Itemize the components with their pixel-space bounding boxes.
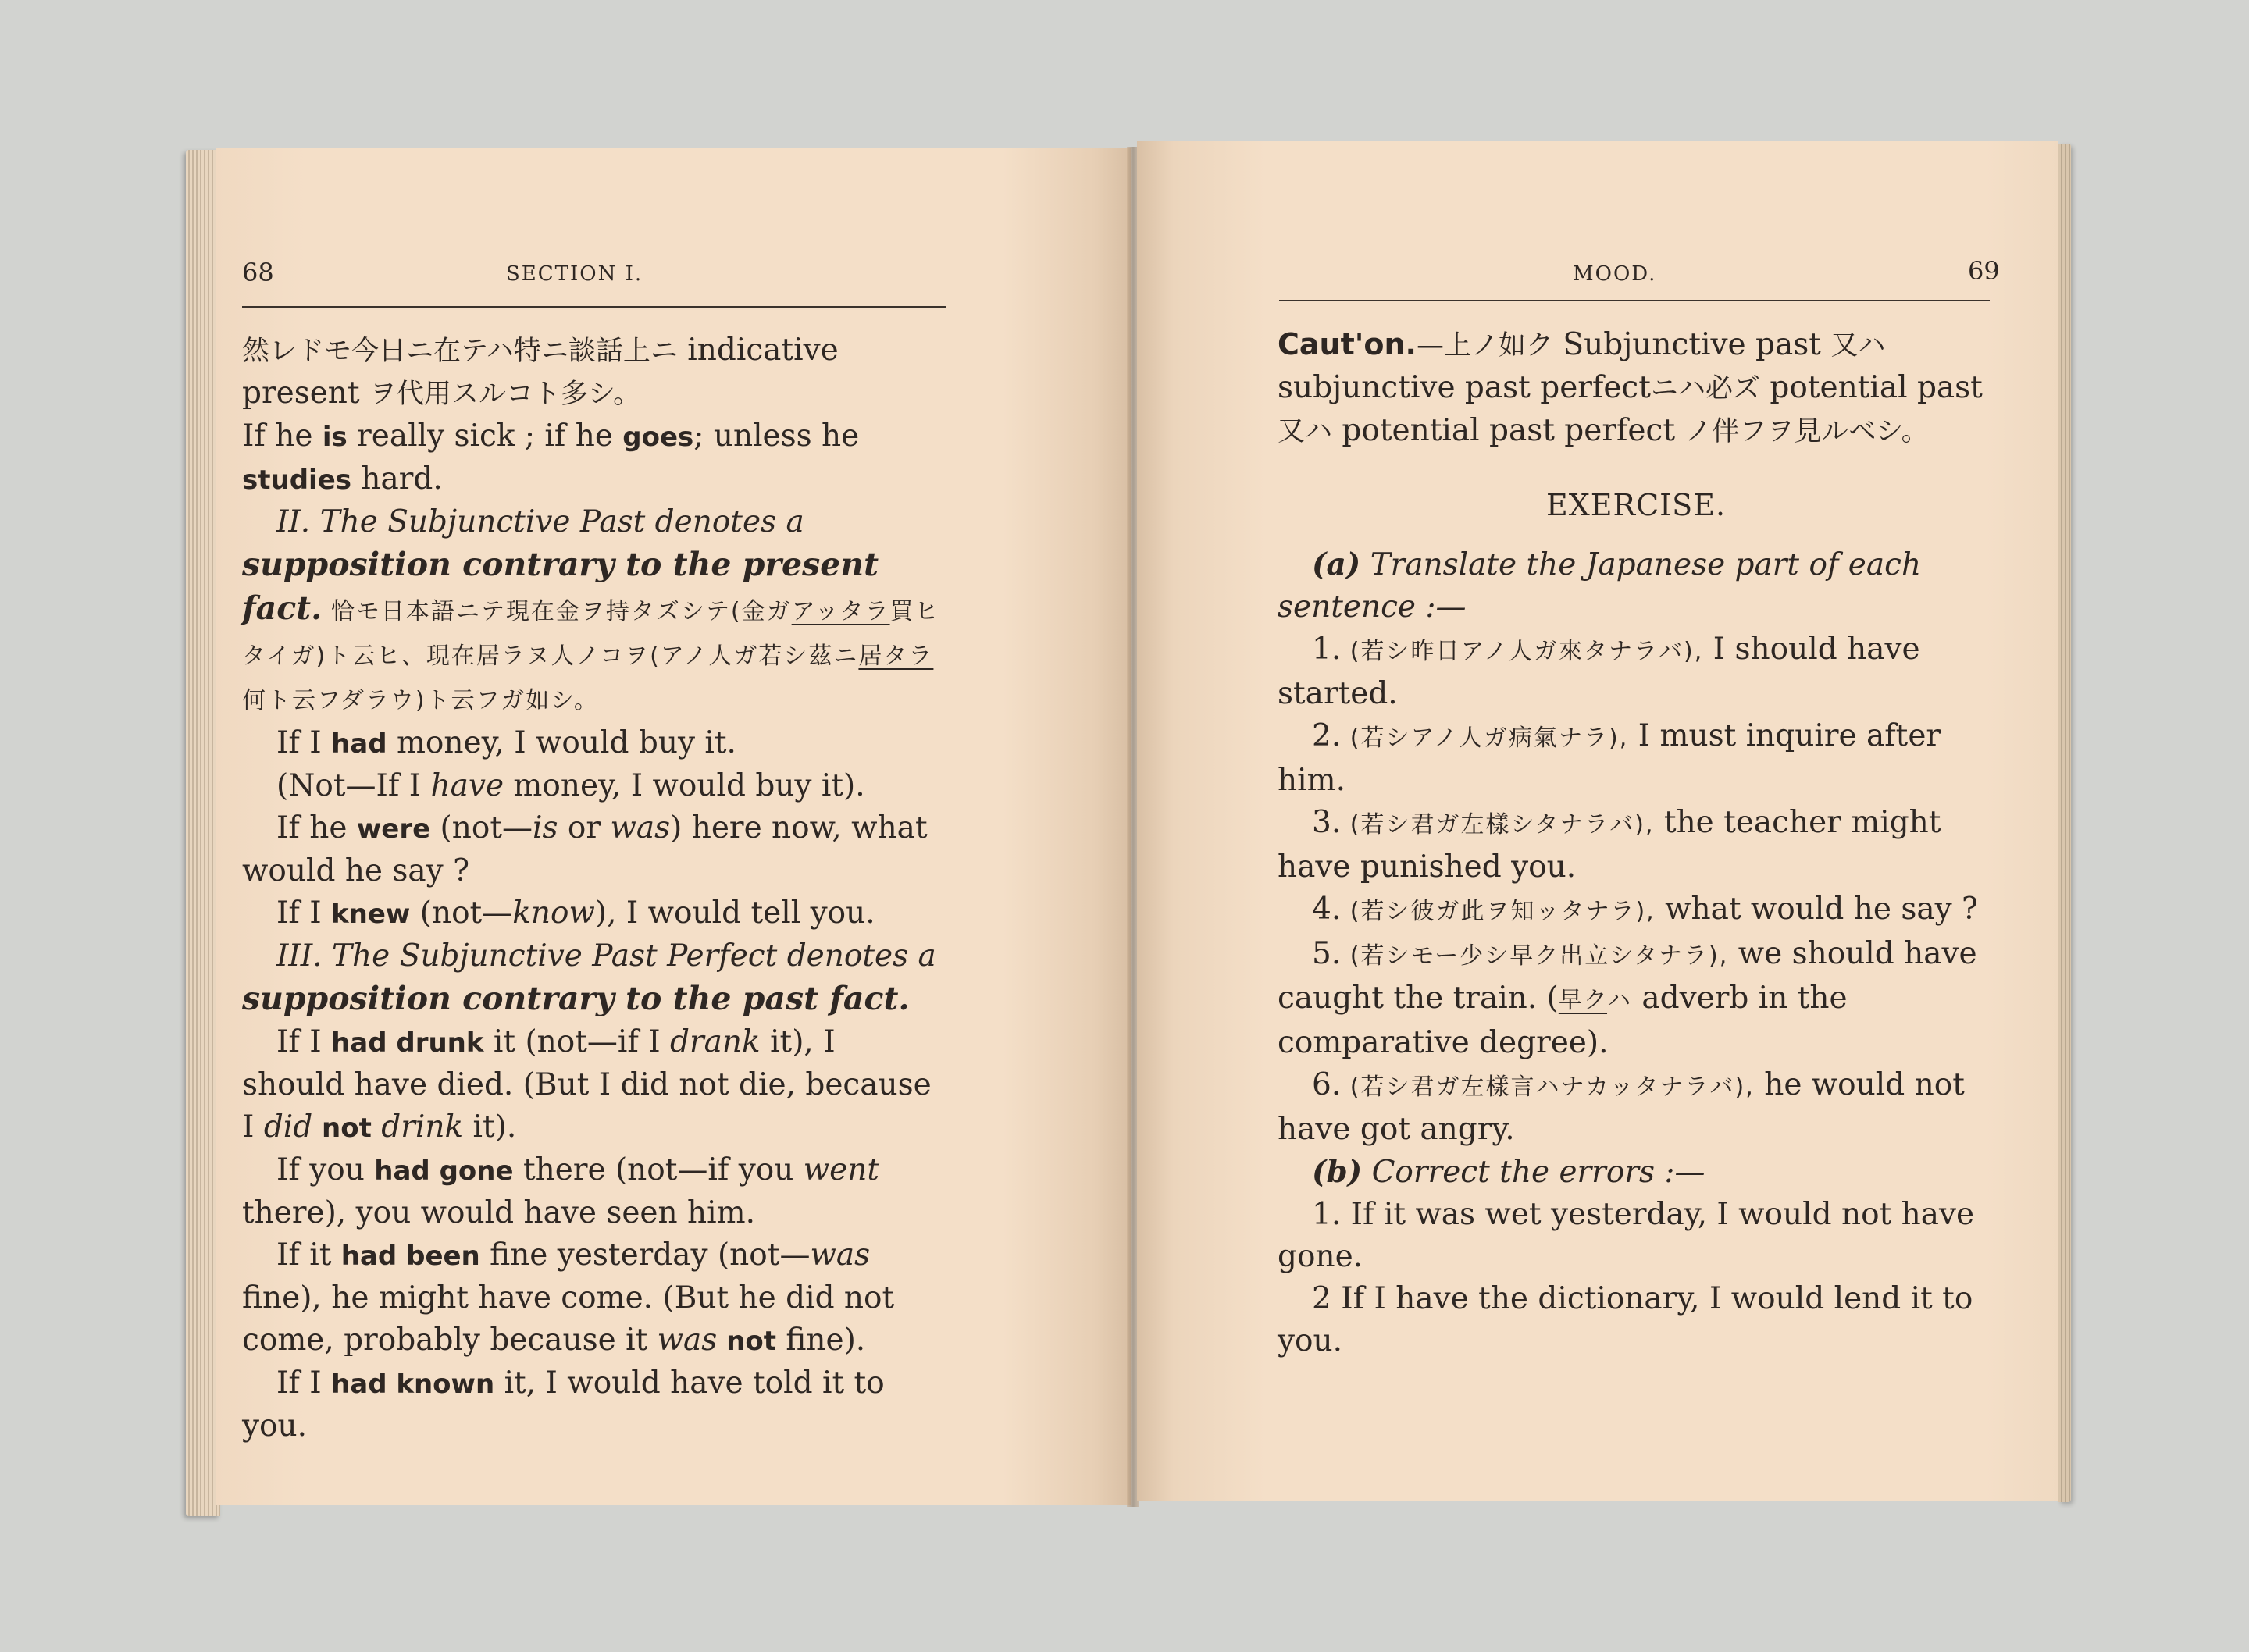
exercise-item-a1	[1278, 628, 1994, 715]
text-run: If you	[276, 1152, 375, 1187]
part-a-instruction	[1278, 543, 1994, 628]
text-run: 2.	[1312, 718, 1342, 753]
paragraph-examples-present	[242, 415, 945, 501]
exercise-heading: EXERCISE.	[1545, 488, 1727, 522]
text-run: adverb in the comparative degree).	[1278, 981, 1848, 1060]
text-run: 2	[1312, 1281, 1331, 1316]
text-run: potential past	[1759, 370, 1983, 405]
example-were-here	[242, 807, 945, 892]
right-page-number: 69	[1968, 256, 2000, 286]
text-run: —上ノ如ク	[1416, 330, 1553, 361]
text-run: potential past perfect	[1332, 413, 1685, 448]
text-run: I must inquire after him.	[1278, 718, 1941, 798]
text-run: (not—	[410, 895, 513, 931]
text-run: (若シ君ガ左樣シタナラバ),	[1341, 811, 1655, 838]
text-run: 居タラ	[858, 643, 934, 670]
text-run: 何ト云フダラウ)ト云フガ如シ。	[242, 687, 599, 714]
text-run: (若シモー少シ早ク出立シタナラ),	[1341, 942, 1729, 970]
text-run: Correct the errors :—	[1362, 1155, 1705, 1190]
text-run: ニハ必ズ	[1650, 373, 1760, 404]
left-page	[216, 148, 1131, 1505]
text-run: 又ハ	[1278, 416, 1333, 447]
text-run: subjunctive past perfect	[1278, 370, 1651, 405]
text-run: it, I would have told it to you.	[242, 1365, 885, 1444]
text-run: he would not have got angry.	[1278, 1067, 1965, 1147]
text-run: If I	[276, 1365, 332, 1401]
example-had-gone	[242, 1149, 945, 1234]
text-run: Subjunctive past	[1553, 327, 1831, 362]
exercise-item-b1	[1278, 1194, 1994, 1278]
paragraph-indicative	[242, 329, 945, 415]
example-had-been	[242, 1234, 945, 1362]
text-run: there), you would have seen him.	[242, 1195, 755, 1230]
text-run: I should have started.	[1278, 632, 1920, 711]
text-run: If I	[276, 725, 332, 760]
text-run: If I	[276, 895, 332, 931]
text-run: 6.	[1312, 1067, 1342, 1102]
text-run: ; unless he	[693, 418, 860, 454]
text-run: If it was wet yesterday, I would not have gone.	[1278, 1197, 1975, 1274]
text-run: (b)	[1312, 1154, 1363, 1190]
open-book	[186, 139, 2071, 1526]
text-run: If it	[276, 1237, 341, 1273]
text-run: (若シ昨日アノ人ガ來タナラバ),	[1341, 638, 1704, 665]
text-run: (若シ彼ガ此ヲ知ッタナラ),	[1341, 898, 1656, 925]
text-run: ノ伴フヲ見ルベシ。	[1684, 416, 1929, 447]
text-run: it).	[463, 1109, 517, 1145]
text-run: 4.	[1312, 892, 1342, 927]
text-run: not	[717, 1326, 776, 1357]
text-run: knew	[331, 899, 411, 930]
rule-subjunctive-past-perfect	[242, 935, 945, 1021]
exercise-item-b2	[1278, 1278, 1994, 1362]
caution-paragraph	[1278, 323, 1994, 453]
left-page-body	[242, 329, 945, 1447]
text-run: fine yesterday (not—	[479, 1237, 811, 1273]
text-run: money, I would buy it.	[387, 725, 736, 760]
left-running-head: SECTION I.	[506, 262, 643, 286]
text-run: drink	[371, 1109, 464, 1145]
text-run: money, I would buy it).	[504, 768, 865, 803]
text-run: indicative	[677, 333, 839, 368]
text-run: (Not—If I	[276, 768, 431, 803]
text-run: ) here now, what would he say ?	[242, 810, 928, 888]
text-run: had	[331, 728, 387, 760]
text-run: (a)	[1312, 547, 1361, 582]
text-run: 買ヒタイガ)ト云ヒ、現在居ラヌ人ノコヲ(アノ人ガ若シ茲ニ	[242, 598, 940, 670]
text-run: went	[803, 1152, 880, 1187]
text-run: was	[657, 1323, 718, 1358]
text-run: were	[356, 814, 431, 845]
part-b-instruction	[1278, 1151, 1994, 1194]
text-run: we should have caught the train. (	[1278, 936, 1977, 1016]
text-run: know	[512, 895, 595, 931]
right-running-head: MOOD.	[1573, 262, 1657, 286]
text-run: 1.	[1312, 632, 1342, 667]
text-run: アッタラ	[791, 598, 890, 625]
text-run: goes	[622, 422, 694, 453]
text-run: If I	[276, 1024, 332, 1059]
text-run: had known	[331, 1369, 495, 1400]
exercise-item-a3	[1278, 802, 1994, 888]
text-run: studies	[242, 465, 351, 496]
text-run: is	[533, 810, 558, 846]
example-knew	[242, 892, 945, 935]
text-run: II. The Subjunctive Past denotes a	[276, 504, 804, 539]
right-page-edges	[2058, 144, 2071, 1502]
example-not-have-money	[242, 765, 945, 807]
text-run: not	[312, 1113, 372, 1144]
text-run: it (not—if I	[483, 1024, 671, 1059]
text-run: had drunk	[331, 1027, 484, 1059]
text-run: drank	[670, 1024, 761, 1059]
right-page	[1137, 141, 2058, 1501]
text-run: have	[430, 768, 504, 803]
text-run: did	[263, 1109, 313, 1145]
text-run: 5.	[1312, 936, 1342, 971]
text-run: If he	[276, 810, 357, 846]
text-run: (not—	[430, 810, 533, 846]
text-run: there (not—if you	[513, 1152, 804, 1187]
text-run: supposition contrary to the present fact.	[242, 546, 879, 627]
exercise-item-a4	[1278, 888, 1994, 933]
text-run: 然レドモ今日ニ在テハ特ニ談話上ニ	[242, 336, 678, 367]
right-page-body	[1278, 323, 1994, 1362]
text-run: 3.	[1312, 805, 1342, 840]
text-run: what would he say ?	[1655, 892, 1978, 927]
text-run: supposition contrary to the past fact.	[242, 980, 910, 1017]
text-run: fine).	[775, 1323, 866, 1358]
text-run: ハ	[1607, 987, 1633, 1014]
text-run: 又ハ	[1830, 330, 1886, 361]
example-had-drunk	[242, 1021, 945, 1149]
text-run: 早ク	[1558, 987, 1608, 1014]
text-run: had gone	[374, 1155, 514, 1187]
text-run: really sick ; if he	[347, 418, 623, 454]
text-run: Translate the Japanese part of each sentence :—	[1278, 547, 1922, 625]
text-run: III. The Subjunctive Past Perfect denotes a	[276, 938, 936, 974]
text-run: or	[558, 810, 611, 846]
left-page-number: 68	[242, 258, 274, 287]
text-run: was	[610, 810, 671, 846]
exercise-item-a6	[1278, 1064, 1994, 1151]
text-run: present	[242, 376, 369, 411]
text-run: 恰モ日本語ニテ現在金ヲ持タズシテ(金ガ	[322, 598, 792, 625]
text-run: ), I would tell you.	[594, 895, 875, 931]
text-run: 1.	[1312, 1197, 1342, 1232]
text-run: is	[322, 422, 348, 453]
text-run: hard.	[351, 461, 443, 497]
example-had-money	[242, 722, 945, 765]
text-run: Caut'on.	[1278, 327, 1417, 361]
text-run: (若シ君ガ左樣言ハナカッタナラバ),	[1341, 1073, 1755, 1101]
exercise-item-a2	[1278, 715, 1994, 802]
text-run: fine), he might have come. (But he did not come, probably because it	[242, 1280, 895, 1358]
text-run: ヲ代用スルコト多シ。	[369, 379, 641, 410]
text-run: If I have the dictionary, I would lend it to you.	[1278, 1281, 1973, 1358]
text-run: If he	[242, 418, 323, 454]
example-had-known	[242, 1362, 945, 1447]
right-header-rule	[1279, 300, 1990, 301]
exercise-item-a5	[1278, 933, 1994, 1064]
left-header-rule	[242, 306, 946, 308]
text-run: (若シアノ人ガ病氣ナラ),	[1341, 725, 1629, 752]
text-run: it), I should have died. (But I did not die, because I	[242, 1024, 932, 1145]
text-run: the teacher might have punished you.	[1278, 805, 1941, 885]
rule-subjunctive-past	[242, 501, 945, 722]
text-run: had been	[340, 1241, 480, 1272]
text-run: was	[810, 1237, 871, 1273]
